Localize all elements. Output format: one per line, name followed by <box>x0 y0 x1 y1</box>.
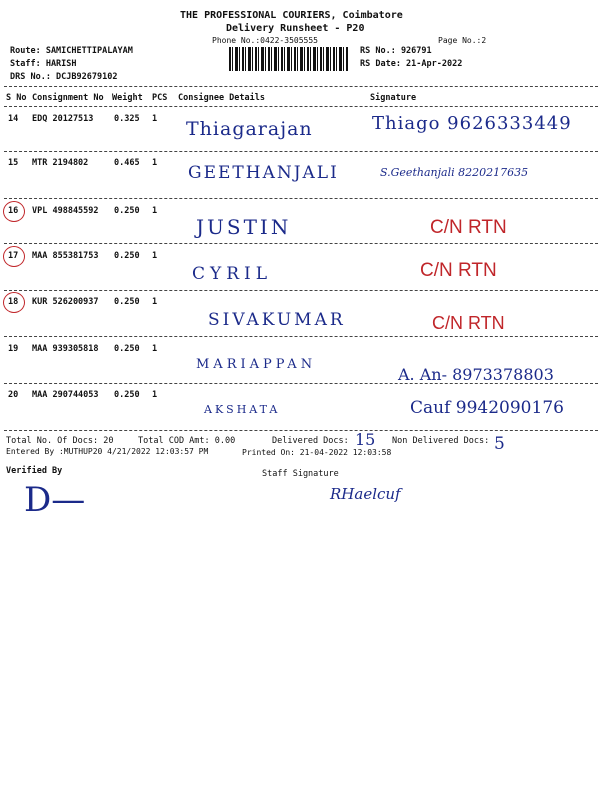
rs-date: RS Date: 21-Apr-2022 <box>360 59 463 69</box>
consignee-handwriting: AKSHATA <box>204 403 281 416</box>
signature-handwriting: C/N RTN <box>432 313 505 333</box>
row-sno: 16 <box>8 206 19 216</box>
row-weight: 0.325 <box>114 114 140 124</box>
table-bottom-rule <box>4 430 598 431</box>
delivered-docs-value: 15 <box>355 430 376 449</box>
signature-handwriting: A. An- 8973378803 <box>398 365 554 384</box>
row-pcs: 1 <box>152 158 158 168</box>
staff-signature-label: Staff Signature <box>262 469 339 479</box>
row-pcs: 1 <box>152 390 158 400</box>
row-consignment: VPL 498845592 <box>32 206 99 216</box>
signature-handwriting: C/N RTN <box>430 217 507 238</box>
row-weight: 0.465 <box>114 158 140 168</box>
staff-signature-mark: RHaelcuf <box>330 485 401 503</box>
consignee-handwriting: GEETHANJALI <box>188 163 339 183</box>
signature-handwriting: C/N RTN <box>420 260 497 281</box>
row-consignment: MTR 2194802 <box>32 158 89 168</box>
verifier-signature: D— <box>24 480 86 520</box>
row-consignment: EDQ 20127513 <box>32 114 94 124</box>
row-divider <box>4 383 598 384</box>
route: Route: SAMICHETTIPALAYAM <box>10 46 133 56</box>
col-consignee: Consignee Details <box>178 93 265 103</box>
row-consignment: MAA 939305818 <box>32 344 99 354</box>
consignee-handwriting: CYRIL <box>192 264 273 284</box>
phone-number: Phone No.:0422-3505555 <box>212 36 318 45</box>
row-consignment: MAA 855381753 <box>32 251 99 261</box>
col-signature: Signature <box>370 93 417 103</box>
delivered-docs-label: Delivered Docs: <box>272 436 349 446</box>
row-pcs: 1 <box>152 297 158 307</box>
row-consignment: MAA 290744053 <box>32 390 99 400</box>
barcode <box>229 47 349 71</box>
row-sno: 14 <box>8 114 19 124</box>
staff: Staff: HARISH <box>10 59 77 69</box>
consignee-handwriting: JUSTIN <box>196 215 292 239</box>
page-number: Page No.:2 <box>438 36 487 45</box>
header-rule-bottom <box>4 106 598 107</box>
header-rule-top <box>4 86 598 87</box>
company-name: THE PROFESSIONAL COURIERS, Coimbatore <box>180 10 403 21</box>
verified-by-label: Verified By <box>6 466 63 476</box>
signature-handwriting: Thiago 9626333449 <box>372 113 572 134</box>
consignee-handwriting: Thiagarajan <box>186 118 313 140</box>
row-divider <box>4 336 598 337</box>
row-divider <box>4 243 598 244</box>
row-weight: 0.250 <box>114 251 140 261</box>
non-delivered-label: Non Delivered Docs: <box>392 436 490 446</box>
row-weight: 0.250 <box>114 206 140 216</box>
row-sno: 18 <box>8 297 19 307</box>
row-sno: 19 <box>8 344 19 354</box>
row-weight: 0.250 <box>114 344 140 354</box>
col-consignment: Consignment No <box>32 93 104 103</box>
signature-handwriting: Cauf 9942090176 <box>410 398 564 418</box>
row-pcs: 1 <box>152 344 158 354</box>
row-weight: 0.250 <box>114 390 140 400</box>
rs-number: RS No.: 926791 <box>360 46 432 56</box>
row-divider <box>4 151 598 152</box>
col-sno: S No <box>6 93 27 103</box>
non-delivered-value: 5 <box>494 434 505 454</box>
entered-by: Entered By :MUTHUP20 4/21/2022 12:03:57 PM <box>6 447 209 456</box>
row-sno: 15 <box>8 158 19 168</box>
col-pcs: PCS <box>152 93 168 103</box>
row-pcs: 1 <box>152 251 158 261</box>
row-sno: 20 <box>8 390 19 400</box>
row-divider <box>4 290 598 291</box>
consignee-handwriting: SIVAKUMAR <box>208 310 346 330</box>
runsheet-title: Delivery Runsheet - P20 <box>226 23 365 34</box>
signature-handwriting: S.Geethanjali 8220217635 <box>380 166 529 179</box>
row-weight: 0.250 <box>114 297 140 307</box>
row-sno: 17 <box>8 251 19 261</box>
consignee-handwriting: MARIAPPAN <box>196 357 317 372</box>
row-pcs: 1 <box>152 114 158 124</box>
total-cod: Total COD Amt: 0.00 <box>138 436 236 446</box>
drs-number: DRS No.: DCJB92679102 <box>10 72 118 82</box>
row-divider <box>4 198 598 199</box>
row-pcs: 1 <box>152 206 158 216</box>
col-weight: Weight <box>112 93 143 103</box>
printed-on: Printed On: 21-04-2022 12:03:58 <box>242 448 392 457</box>
row-consignment: KUR 526200937 <box>32 297 99 307</box>
total-docs: Total No. Of Docs: 20 <box>6 436 114 446</box>
